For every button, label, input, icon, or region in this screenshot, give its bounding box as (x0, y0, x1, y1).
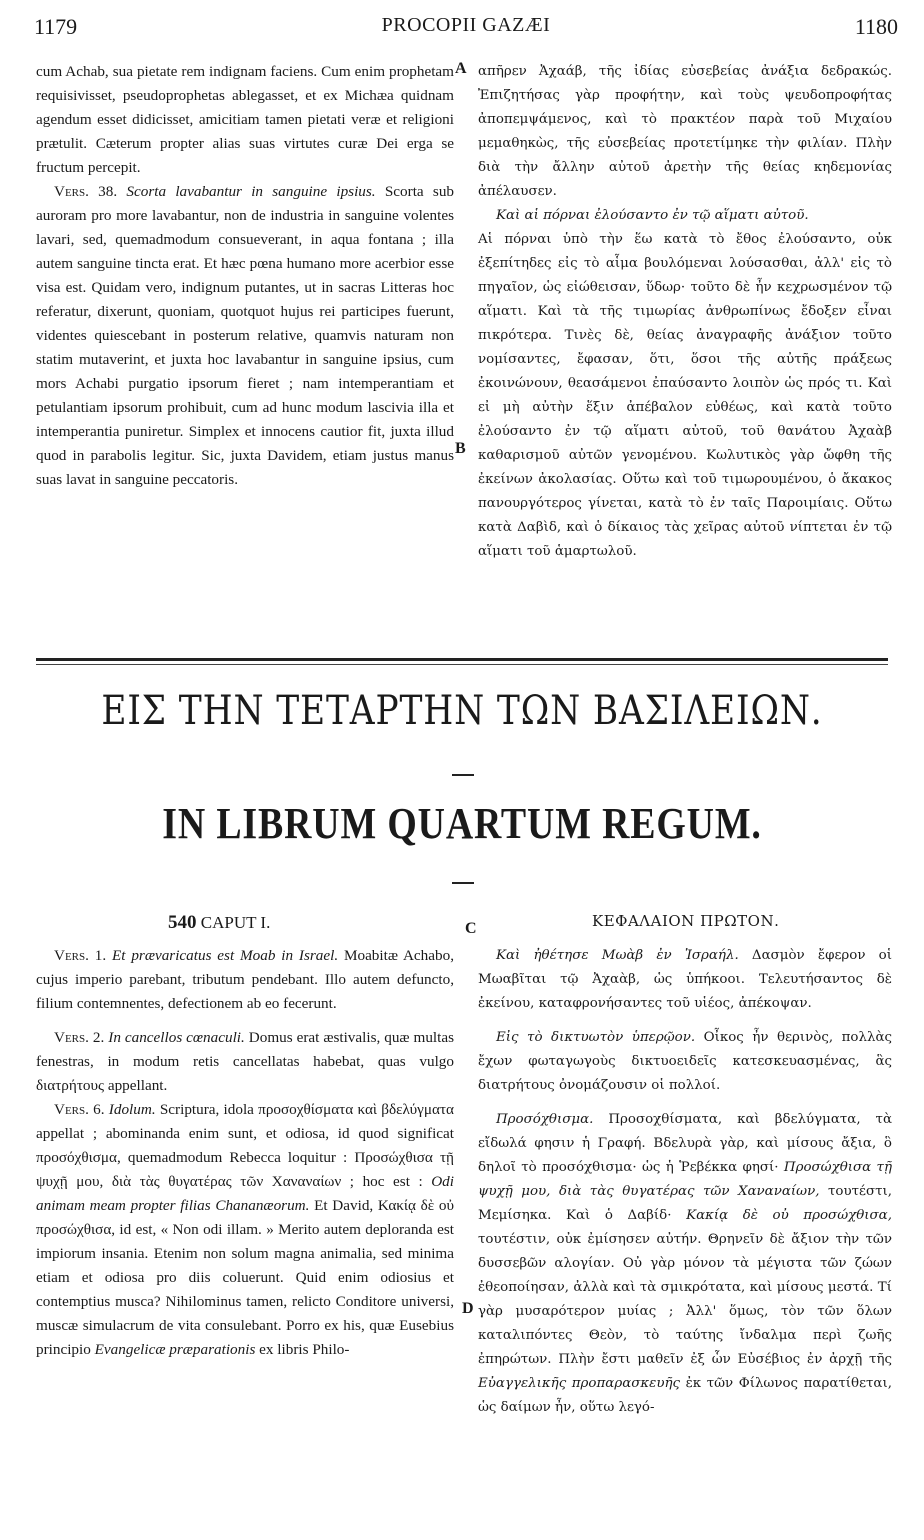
latin-verse-6 (36, 1098, 454, 1362)
greek-lemma: Προσόχθισμα. (496, 1112, 594, 1127)
title-dash (452, 774, 474, 776)
latin-verse-2 (36, 1026, 454, 1098)
latin-verse-1 (36, 944, 454, 1016)
running-title: PROCOPII GAZÆI (381, 14, 551, 36)
running-head (34, 14, 898, 48)
caput-heading-greek: ΚΕΦΑΛΑΙΟΝ ΠΡΩΤΟΝ. (592, 912, 780, 930)
margin-marker-d: D (462, 1300, 474, 1317)
verse-commentary: Moabitæ Achabo, cujus imperio parebant, tributum pendebant. Illo autem defuncto, filium contemnentes, defectionem ab eo fecerunt. (36, 947, 454, 1012)
greek-commentary: Προσοχθίσματα, καὶ βδελύγματα, τὰ εἴδωλά φησιν ἡ Γραφή. Βδελυρὰ γὰρ, καὶ μίσους ἄξια, ὃ δηλοῖ τὸ προσόχθισμα· ὡς ἡ Ῥεβέκκα φησί· (478, 1112, 892, 1175)
title-dash (452, 882, 474, 884)
book-title-italic: Evangelicæ præparationis (94, 1341, 256, 1358)
verse-lemma: Et prævaricatus est Moab in Israel. (112, 947, 339, 964)
verse-label: Vers. 2. (54, 1029, 105, 1046)
verse-commentary: Scriptura, idola προσοχθίσματα καὶ βδελύγματα appellat ; abominanda enim sunt, et odiosa, id quod significat προσόχθισμα, quemadmodum Rebecca loquitur : Προσώχθισα τῇ ψυχῇ μου, διὰ τὰς θυγατέρας τῶν Χαναναίων ; hoc est : (36, 1101, 454, 1190)
latin-verse-38 (36, 180, 454, 492)
greek-commentary: ἐκ τῶν Φίλωνος παρατίθεται, ὡς δαίμων ἦν, οὕτω λεγό- (478, 1376, 892, 1415)
caput-label: CAPUT I. (200, 913, 271, 932)
greek-paragraph: απῆρεν Ἀχαάβ, τῆς ἰδίας εὐσεβείας ἀνάξια δεδρακώς. Ἐπιζητήσας γὰρ προφήτην, καὶ τοὺς ψευδοπροφήτας ἀποπεμψάμενος, καὶ τὸ πρακτέον παρὰ τοῦ Μιχαίου μεμαθηκὼς, τῆς εὐσεβείας προτετίμηκε τὴν φιλίαν. Πλὴν διὰ τὴν ἄλλην αὐτοῦ ἀρετὴν τῆς θείας κηδεμονίας ἀπέλαυσεν. (478, 64, 892, 199)
page-number-left: 1179 (34, 14, 78, 39)
verse-commentary: Et David, Κακίᾳ δὲ οὐ προσώχθισα, id est, « Non odi illam. » Merito autem deploranda est impiorum insania. Etenim non solum magna animalia, sed minima etiam et odiosa pro diis coluerunt. Quid enim odiosius et contemptius musca? Nihilominus tamen, relicto Conditore universi, muscæ simulacrum de vita consulebant. Porro ex his, quæ Eusebius principio (36, 1197, 454, 1358)
margin-marker-c: C (465, 920, 477, 937)
page-number-right: 1180 (854, 14, 898, 39)
latin-book-title: IN LIBRUM QUARTUM REGUM. (162, 799, 762, 848)
book-title-italic: Εὐαγγελικῆς προπαρασκευῆς (478, 1376, 681, 1391)
quotation: Odi animam meam propter filias Chananæorum. (36, 1173, 454, 1214)
section-divider-rule (36, 658, 888, 665)
verse-commentary: Domus erat æstivalis, quæ multas fenestras, in modum retis cancellatas habebat, quas vulgo διατρήτους appellant. (36, 1029, 455, 1094)
greek-verse-1 (478, 944, 892, 1016)
quotation: Προσώχθισα τῇ ψυχῇ μου, διὰ τὰς θυγατέρας τῶν Χαναναίων, (478, 1160, 892, 1199)
verse-lemma: Scorta lavabantur in sanguine ipsius. (126, 183, 376, 200)
greek-book-title: ΕΙΣ ΤΗΝ ΤΕΤΑΡΤΗΝ ΤΩΝ ΒΑΣΙΛΕΙΩΝ. (101, 688, 823, 734)
verse-label: Vers. 38. (54, 183, 118, 200)
quotation: Κακίᾳ δὲ οὐ προσώχθισα, (686, 1208, 892, 1223)
latin-column-bottom (36, 944, 454, 1362)
caput-heading-latin (168, 912, 270, 934)
greek-lemma: Καὶ αἱ πόρναι ἐλούσαντο ἐν τῷ αἵματι αὐτοῦ. (496, 208, 809, 223)
latin-column-top (36, 60, 454, 492)
greek-commentary: Οἶκος ἦν θερινὸς, πολλὰς ἔχων φωταγωγοὺς δικτυοειδεῖς κατεσκευασμένας, ἃς διατρήτους ὀνομάζουσιν οἱ πολλοί. (478, 1030, 892, 1093)
greek-commentary: τουτέστι, Μεμίσηκα. Καὶ ὁ Δαβίδ· (478, 1184, 892, 1223)
verse-commentary: ex libris Philo- (259, 1341, 350, 1358)
latin-paragraph: cum Achab, sua pietate rem indignam faciens. Cum enim prophetam requisivisset, pseudoprophetas ablegasset, et ex Michæa quidnam agendum esset didicisset, amicitiam tamen pietati veræ et religioni prætulit. Cæterum propter alias suas virtutes curæ Dei erga se fructum percepit. (36, 63, 454, 176)
greek-column-top (478, 60, 892, 564)
verse-commentary: Scorta sub auroram pro more lavabantur, non de industria in sanguine volentes lavari, sed, quemadmodum consueverant, in aqua fontana ; illa autem sanguine tincta erat. Et hæc pœna humano more acerbior esse visa est. Quidam vero, indignum putantes, ut in sacras Litteras hoc referatur, dixerunt, quoniam, quotquot hujus rei participes fuerunt, videntes quiescebant in posterum relative, quamvis naturam non statim mutaverint, et juxta hoc lavabantur in sanguine ipsius, cum mors Achabi purgatio ipsorum fieret ; nam intemperantiam et petulantiam ipsorum prohibuit, cum ad hunc modum lascivia illa et intemperantia puniretur. Simplex et innocens cautior fit, juxta illud quod in parabolis legitur. Sic, juxta Davidem, etiam justus manus suas lavat in sanguine peccatoris. (36, 183, 455, 488)
greek-commentary: τουτέστιν, οὐκ ἐμίσησεν αὐτήν. Θρηνεῖν δὲ ἄξιον τὴν τῶν δυσσεβῶν αλογίαν. Οὐ γὰρ μόνον τὰ μέγιστα τῶν ζώων ἐθεοποίησαν, ἀλλὰ καὶ τὰ σμικρότατα, καὶ μίσους μεστά. Τί γὰρ μυσαρότερον μυίας ; Ἀλλ' ὅμως, τὸν τῶν ὅλων καταλιπόντες Θεὸν, τὸ ταύτης ἴνδαλμα περὶ ζωῆς ἐπηρώτων. Πλὴν ἔστι μαθεῖν ἐξ ὧν Εὐσέβιος ἐν ἀρχῇ τῆς (478, 1232, 892, 1367)
verse-lemma: In cancellos cœnaculi. (108, 1029, 245, 1046)
greek-lemma: Εἰς τὸ δικτυωτὸν ὑπερῷον. (496, 1030, 696, 1045)
greek-column-bottom (478, 944, 892, 1420)
verse-label: Vers. 6. (54, 1101, 105, 1118)
verse-lemma: Idolum. (108, 1101, 156, 1118)
greek-lemma: Καὶ ἠθέτησε Μωὰβ ἐν Ἰσραήλ. (496, 948, 739, 963)
greek-commentary: Δασμὸν ἔφερον οἱ Μωαβῖται τῷ Ἀχαὰβ, ὡς ὑπήκοοι. Τελευτήσαντος δὲ ἐκείνου, καταφρονήσαντες τοῦ υἱέος, ἀπέκοψαν. (478, 948, 892, 1011)
margin-marker-a: A (455, 60, 467, 77)
greek-verse-6 (478, 1108, 892, 1420)
greek-paragraph: Αἱ πόρναι ὑπὸ τὴν ἕω κατὰ τὸ ἔθος ἐλούσαντο, οὐκ ἐξεπίτηδες εἰς τὸ αἷμα βουλόμεναι λούσασθαι, ἀλλ' εἰς τὸ πηγαῖον, ὡς εἰώθεισαν, ὕδωρ· τοῦτο δὲ ἦν κεχρωσμένον τῷ αἵματι. Καὶ τὰ τῆς τιμωρίας ἀνθρωπίνως ἔδοξεν εἶναι πικρότερα. Τινὲς δὲ, θείας ἀναγραφῆς ἀνάξιον τοῦτο νομίσαντες, ἔφασαν, ὅτι, ὅσοι τῆς αὐτῆς πράξεως ἐκοινώνουν, θεασάμενοι ἐπαύσαντο λοιπὸν ὡς πρός τι. Καὶ εἰ μὴ αὐτὴν ἕξιν ἀπέβαλον εὐθέως, καὶ κατὰ τοῦτο ἐλούσαντο ἐν τῷ αἵματι αὐτοῦ, τοῦ θανάτου Ἀχαὰβ καθαρισμοῦ αὐτῶν γενομένου. Κωλυτικὸς γὰρ ὤφθη τῆς ἐκείνων ἀκολασίας. Οὕτω καὶ τοῦ τιμωρουμένου, ὁ ἄκακος πανουργότερος γίνεται, κατὰ τὸ ἐν ταῖς Παροιμίαις. Οὕτω κατὰ Δαβὶδ, καὶ ὁ δίκαιος τὰς χεῖρας αὐτοῦ νίπτεται ἐν τῷ αἵματι τοῦ ἁμαρτωλοῦ. (478, 232, 892, 559)
margin-marker-b: B (455, 440, 466, 457)
verse-label: Vers. 1. (54, 947, 107, 964)
column-number: 540 (168, 912, 197, 933)
greek-verse-2 (478, 1026, 892, 1098)
